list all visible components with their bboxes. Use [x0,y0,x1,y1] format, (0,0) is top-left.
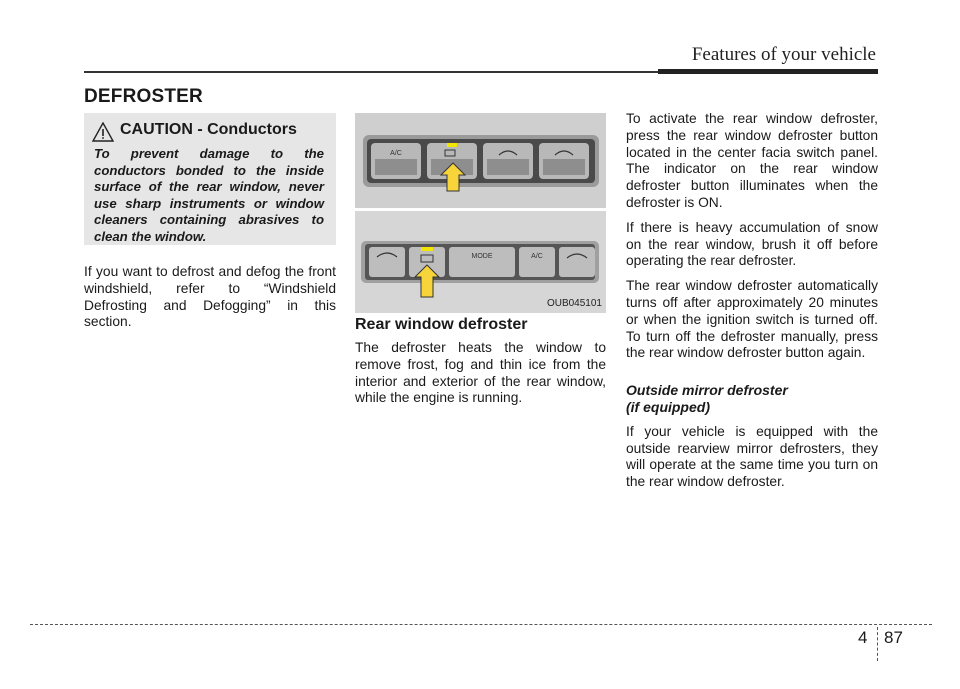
switch-panel-bottom [355,211,606,313]
snow-paragraph: If there is heavy accumulation of snow on the rear window, brush it off before operating the rear defroster. [626,219,878,269]
chapter-number: 4 [858,628,868,647]
svg-text:A/C: A/C [531,253,543,260]
ac-button[interactable] [371,143,421,179]
recirc-button-lower[interactable] [559,247,595,277]
auto-off-paragraph: The rear window defroster automatically turns off after approximately 20 minutes or when the ignition switch is turned off. To turn off the defroster manually, press the rear window defroster button again. [626,278,878,361]
fresh-air-button[interactable] [539,143,589,179]
page-number-divider [877,627,878,661]
mode-button[interactable] [449,247,515,277]
recirc-button[interactable] [483,143,533,179]
rear-window-defroster-text: The defroster heats the window to remove frost, fog and thin ice from the interior and exterior of the rear window, while the engine is running. [355,340,606,406]
switch-panel-top [355,113,606,208]
ac-button-lower[interactable] [519,247,555,277]
defroster-button-figure [355,113,606,313]
rear-window-defroster-heading: Rear window defroster [355,316,528,333]
windshield-reference-text: If you want to defrost and defog the front windshield, refer to “Windshield Defrosting and Defogging” in this section. [84,264,336,330]
activation-paragraph: To activate the rear window defroster, press the rear window defroster button located in the center facia switch panel. The indicator on the rear window defroster button illuminates when the defroster is ON. [626,111,878,210]
mirror-defroster-paragraph: If your vehicle is equipped with the outside rearview mirror defrosters, they will operate at the same time you turn on the rear window defroster. [626,423,878,490]
caution-body: To prevent damage to the conductors bonded to the inside surface of the rear window, never use sharp instruments or window cleaners containing abrasives to clean the window. [94,146,324,244]
svg-text:MODE: MODE [471,253,493,260]
caution-title: CAUTION - Conductors [120,121,297,138]
indicator-light-icon [447,143,457,147]
footer-rule [30,624,932,625]
warning-triangle-icon [92,122,114,142]
header-rule-accent [658,69,878,74]
front-defrost-button[interactable] [369,247,405,277]
right-column [626,111,878,499]
page-number: 87 [884,628,903,647]
mirror-defroster-heading-line1: Outside mirror defroster [626,382,788,399]
mirror-defroster-heading [626,382,878,416]
page-header-title: Features of your vehicle [691,44,876,65]
caution-box [84,113,336,245]
section-heading: DEFROSTER [84,86,203,107]
figure-code: OUB045101 [546,298,602,309]
mirror-defroster-heading-line2: (if equipped) [626,398,710,415]
svg-text:A/C: A/C [390,150,402,157]
indicator-light-icon [421,247,433,251]
